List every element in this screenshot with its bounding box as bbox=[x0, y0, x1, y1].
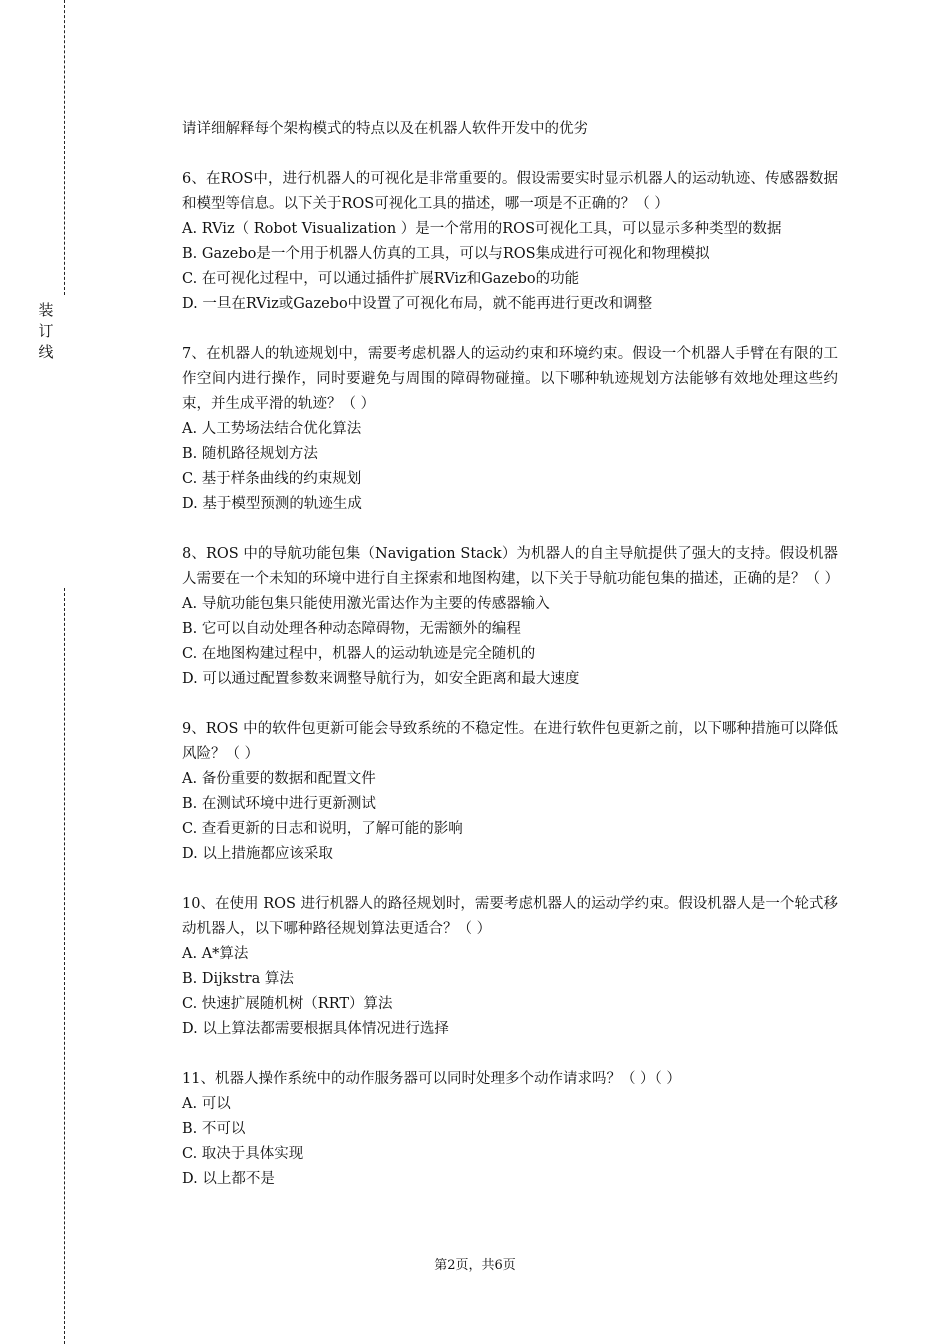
option-a: A. RViz（ Robot Visualization ）是一个常用的ROS可视化工具，可以显示多种类型的数据 bbox=[182, 221, 782, 237]
question-9 bbox=[182, 717, 838, 867]
option-b: B. 它可以自动处理各种动态障碍物，无需额外的编程 bbox=[182, 621, 521, 637]
question-10 bbox=[182, 892, 838, 1042]
page-number-footer: 第2页，共6页 bbox=[434, 1258, 516, 1273]
option-d: D. 可以通过配置参数来调整导航行为，如安全距离和最大速度 bbox=[182, 671, 580, 687]
option-b: B. Dijkstra 算法 bbox=[182, 971, 294, 987]
option-d: D. 以上措施都应该采取 bbox=[182, 846, 333, 862]
exam-content bbox=[182, 117, 838, 1192]
binding-char: 订 bbox=[38, 322, 54, 340]
option-c: C. 快速扩展随机树（RRT）算法 bbox=[182, 996, 393, 1012]
question-8 bbox=[182, 542, 838, 692]
binding-char: 线 bbox=[38, 343, 54, 361]
intro-text: 请详细解释每个架构模式的特点以及在机器人软件开发中的优劣 bbox=[182, 121, 588, 137]
option-a: A. 备份重要的数据和配置文件 bbox=[182, 771, 376, 787]
question-stem: 9、ROS 中的软件包更新可能会导致系统的不稳定性。在进行软件包更新之前，以下哪种措施可以降低风险？（ ） bbox=[182, 721, 838, 762]
option-c: C. 取决于具体实现 bbox=[182, 1146, 304, 1162]
question-stem: 7、在机器人的轨迹规划中，需要考虑机器人的运动约束和环境约束。假设一个机器人手臂在有限的工作空间内进行操作，同时要避免与周围的障碍物碰撞。以下哪种轨迹规划方法能够有效地处理这些约束，并生成平滑的轨迹？（ ） bbox=[182, 346, 838, 412]
question-6 bbox=[182, 167, 838, 317]
question-7 bbox=[182, 342, 838, 517]
option-b: B. 不可以 bbox=[182, 1121, 246, 1137]
question-stem: 10、在使用 ROS 进行机器人的路径规划时，需要考虑机器人的运动学约束。假设机器人是一个轮式移动机器人，以下哪种路径规划算法更适合？（ ） bbox=[182, 896, 838, 937]
option-b: B. 在测试环境中进行更新测试 bbox=[182, 796, 376, 812]
binding-line-top bbox=[64, 0, 65, 295]
option-c: C. 在地图构建过程中，机器人的运动轨迹是完全随机的 bbox=[182, 646, 536, 662]
option-d: D. 以上算法都需要根据具体情况进行选择 bbox=[182, 1021, 449, 1037]
option-d: D. 以上都不是 bbox=[182, 1171, 275, 1187]
question-stem: 6、在ROS中，进行机器人的可视化是非常重要的。假设需要实时显示机器人的运动轨迹、传感器数据和模型等信息。以下关于ROS可视化工具的描述，哪一项是不正确的？（ ） bbox=[182, 171, 838, 212]
option-a: A. A*算法 bbox=[182, 946, 249, 962]
option-c: C. 查看更新的日志和说明，了解可能的影响 bbox=[182, 821, 463, 837]
option-c: C. 在可视化过程中，可以通过插件扩展RViz和Gazebo的功能 bbox=[182, 271, 580, 287]
option-a: A. 可以 bbox=[182, 1096, 231, 1112]
option-a: A. 人工势场法结合优化算法 bbox=[182, 421, 362, 437]
option-d: D. 一旦在RViz或Gazebo中设置了可视化布局，就不能再进行更改和调整 bbox=[182, 296, 653, 312]
option-b: B. Gazebo是一个用于机器人仿真的工具，可以与ROS集成进行可视化和物理模拟 bbox=[182, 246, 710, 262]
option-a: A. 导航功能包集只能使用激光雷达作为主要的传感器输入 bbox=[182, 596, 550, 612]
question-stem: 8、ROS 中的导航功能包集（Navigation Stack）为机器人的自主导航提供了强大的支持。假设机器人需要在一个未知的环境中进行自主探索和地图构建，以下关于导航功能包集的描述，正确的是？（ ） bbox=[182, 546, 840, 587]
option-d: D. 基于模型预测的轨迹生成 bbox=[182, 496, 362, 512]
option-b: B. 随机路径规划方法 bbox=[182, 446, 318, 462]
option-c: C. 基于样条曲线的约束规划 bbox=[182, 471, 362, 487]
question-11 bbox=[182, 1067, 838, 1192]
binding-line-bottom bbox=[64, 588, 65, 1344]
binding-char: 装 bbox=[38, 301, 54, 319]
binding-line-label bbox=[34, 300, 58, 363]
question-stem: 11、机器人操作系统中的动作服务器可以同时处理多个动作请求吗？（ ）（ ） bbox=[182, 1071, 681, 1087]
